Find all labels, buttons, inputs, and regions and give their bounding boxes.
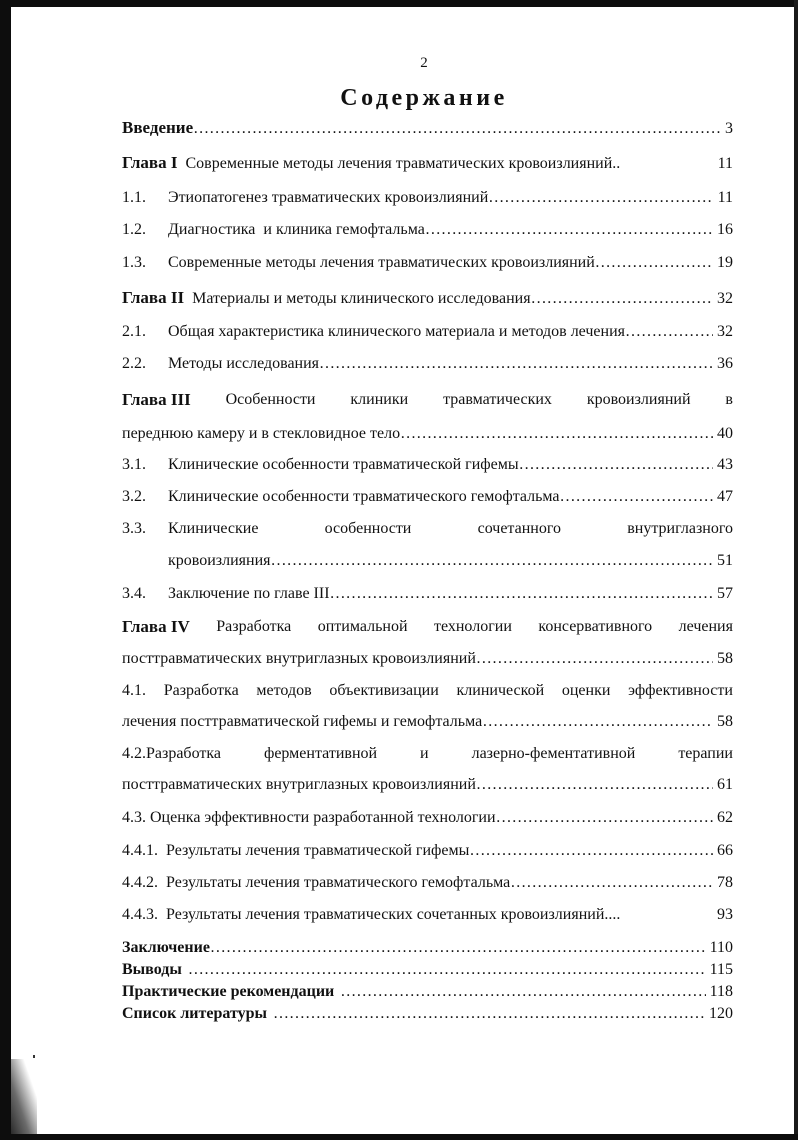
item-title-word: эффективности bbox=[628, 682, 733, 699]
toc-item-4-1-cont[interactable] bbox=[122, 712, 733, 732]
chapter-title-word: в bbox=[725, 391, 733, 408]
toc-chapter-3-cont[interactable] bbox=[122, 424, 733, 444]
toc-page: 16 bbox=[717, 221, 733, 238]
item-title: Общая характеристика клинического материала и методов лечения bbox=[168, 323, 626, 340]
chapter-title-word: технологии bbox=[433, 618, 512, 635]
item-title-word: и bbox=[420, 745, 429, 762]
item-title-cont: кровоизлияния bbox=[168, 552, 271, 569]
toc-page: 58 bbox=[717, 650, 733, 667]
chapter-label: Глава II bbox=[122, 288, 185, 307]
toc-leader bbox=[271, 551, 714, 571]
item-title: Клинические особенности травматического гемофтальма bbox=[168, 488, 560, 505]
item-number: 1.3. bbox=[122, 254, 146, 271]
toc-page: 11 bbox=[717, 189, 733, 206]
item-title-word: лазерно-фементативной bbox=[471, 745, 636, 762]
toc-leader bbox=[595, 253, 713, 273]
toc-leader bbox=[267, 1004, 705, 1024]
toc-item-3-3-cont[interactable] bbox=[168, 551, 733, 571]
toc-page: 57 bbox=[717, 585, 733, 602]
item-number: 3.4. bbox=[122, 585, 146, 602]
toc-leader bbox=[400, 424, 713, 444]
toc-leader bbox=[334, 982, 705, 1002]
toc-leader bbox=[496, 808, 713, 828]
item-title-word: методов bbox=[256, 682, 312, 699]
toc-leader bbox=[476, 649, 713, 669]
toc-item-3-2[interactable] bbox=[122, 487, 733, 507]
page-number: 2 bbox=[420, 55, 428, 71]
chapter-title-word: клиники bbox=[350, 391, 409, 408]
item-title-word: оценки bbox=[561, 682, 611, 699]
toc-leader bbox=[531, 289, 713, 309]
item-title-word: сочетанного bbox=[477, 520, 562, 537]
chapter-title-word: оптимальной bbox=[317, 618, 408, 635]
chapter-title-cont: посттравматических внутриглазных кровоизлияний bbox=[122, 650, 476, 667]
item-title-cont: посттравматических внутриглазных кровоизлияний bbox=[122, 776, 476, 793]
item-title: Современные методы лечения травматических кровоизлияний bbox=[168, 254, 595, 271]
toc-item-4-2[interactable] bbox=[122, 744, 733, 764]
item-title-word: внутриглазного bbox=[627, 520, 733, 537]
item-title-cont: лечения посттравматической гифемы и гемофтальма bbox=[122, 713, 483, 730]
toc-page: 115 bbox=[709, 961, 733, 978]
toc-item-2-2[interactable] bbox=[122, 354, 733, 374]
toc-intro-label: Введение bbox=[122, 118, 194, 137]
toc-page: 40 bbox=[717, 425, 733, 442]
scan-border-bottom bbox=[0, 1134, 798, 1140]
item-title-word: терапии bbox=[678, 745, 733, 762]
toc-item-4-4-1[interactable] bbox=[122, 841, 733, 861]
item-title: Этиопатогенез травматических кровоизлияний bbox=[168, 189, 489, 206]
toc-leader bbox=[476, 775, 713, 795]
toc-leader bbox=[182, 960, 706, 980]
toc-leader bbox=[519, 455, 713, 475]
item-title-word: ферментативной bbox=[263, 745, 378, 762]
toc-page: 36 bbox=[717, 355, 733, 372]
item-title-word: 4.2.Разработка bbox=[122, 745, 221, 762]
toc-leader bbox=[210, 938, 706, 958]
item-title: Заключение по главе III bbox=[168, 585, 330, 602]
toc-label: Список литературы bbox=[122, 1005, 267, 1022]
item-number: 1.1. bbox=[122, 189, 146, 206]
item-title-word: особенности bbox=[324, 520, 412, 537]
toc-leader bbox=[510, 873, 713, 893]
toc-leader bbox=[319, 354, 713, 374]
item-number: 3.2. bbox=[122, 488, 146, 505]
toc-item-2-1[interactable] bbox=[122, 322, 733, 342]
toc-chapter-2[interactable] bbox=[122, 288, 733, 309]
chapter-title-word: консервативного bbox=[538, 618, 653, 635]
toc-page: 32 bbox=[717, 323, 733, 340]
toc-chapter-1[interactable] bbox=[122, 153, 733, 174]
toc-leader bbox=[625, 322, 713, 342]
toc-leader bbox=[469, 841, 713, 861]
chapter-title-word: Разработка bbox=[216, 618, 292, 635]
item-title-word: 4.1. bbox=[122, 682, 146, 699]
chapter-title-cont: переднюю камеру и в стекловидное тело bbox=[122, 425, 401, 442]
toc-item-4-4-3[interactable] bbox=[122, 905, 733, 925]
chapter-label: Глава III bbox=[122, 390, 191, 409]
item-title: 4.3. Оценка эффективности разработанной технологии bbox=[122, 809, 496, 826]
toc-page: 58 bbox=[717, 713, 733, 730]
toc-page: 19 bbox=[717, 254, 733, 271]
toc-label: Выводы bbox=[122, 961, 182, 978]
toc-page: 11 bbox=[717, 155, 733, 172]
scan-border-left bbox=[0, 0, 11, 1140]
toc-page: 51 bbox=[717, 552, 733, 569]
toc-entry-findings[interactable] bbox=[122, 960, 733, 980]
toc-item-4-3[interactable] bbox=[122, 808, 733, 828]
toc-entry-conclusion[interactable] bbox=[122, 938, 733, 958]
toc-item-1-3[interactable] bbox=[122, 253, 733, 273]
toc-leader bbox=[482, 712, 713, 732]
toc-chapter-4[interactable] bbox=[122, 617, 733, 637]
scan-shadow bbox=[11, 1059, 37, 1134]
toc-page: 93 bbox=[717, 906, 733, 923]
toc-label: Заключение bbox=[122, 939, 210, 956]
scan-border-right bbox=[794, 0, 798, 1140]
chapter-title: Современные методы лечения травматических кровоизлияний.. bbox=[185, 155, 621, 172]
chapter-label: Глава IV bbox=[122, 617, 190, 636]
toc-page: 66 bbox=[717, 842, 733, 859]
toc-item-4-2-cont[interactable] bbox=[122, 775, 733, 795]
toc-item-1-2[interactable] bbox=[122, 220, 733, 240]
item-title-word: Разработка bbox=[163, 682, 239, 699]
chapter-label: Глава I bbox=[122, 153, 178, 172]
chapter-title: Материалы и методы клинического исследования bbox=[192, 290, 531, 307]
toc-chapter-3[interactable] bbox=[122, 390, 733, 410]
item-number: 4.4.2. bbox=[122, 874, 158, 891]
toc-entry-intro[interactable] bbox=[122, 118, 733, 139]
toc-page: 62 bbox=[717, 809, 733, 826]
toc-leader bbox=[560, 487, 713, 507]
toc-page: 32 bbox=[717, 290, 733, 307]
item-title: Клинические особенности травматической гифемы bbox=[168, 456, 519, 473]
toc-leader bbox=[488, 188, 713, 208]
item-title: Результаты лечения травматического гемофтальма bbox=[166, 874, 511, 891]
toc-item-3-4[interactable] bbox=[122, 584, 733, 604]
toc-page: 47 bbox=[717, 488, 733, 505]
item-title: Методы исследования bbox=[168, 355, 320, 372]
toc-item-3-1[interactable] bbox=[122, 455, 733, 475]
item-title-word: объективизации bbox=[329, 682, 439, 699]
item-number: 1.2. bbox=[122, 221, 146, 238]
item-number: 4.4.3. bbox=[122, 906, 158, 923]
toc-page: 78 bbox=[717, 874, 733, 891]
toc-page: 120 bbox=[709, 1005, 733, 1022]
toc-item-4-4-2[interactable] bbox=[122, 873, 733, 893]
scan-border-top bbox=[0, 0, 798, 7]
toc-leader bbox=[193, 119, 721, 139]
toc-leader bbox=[330, 584, 713, 604]
toc-item-3-3[interactable] bbox=[122, 519, 733, 539]
toc-leader bbox=[425, 220, 713, 240]
toc-item-4-1[interactable] bbox=[122, 681, 733, 701]
item-number: 3.1. bbox=[122, 456, 146, 473]
chapter-title-word: кровоизлияний bbox=[586, 391, 691, 408]
item-number: 3.3. bbox=[122, 520, 146, 537]
chapter-title-word: лечения bbox=[678, 618, 733, 635]
toc-chapter-4-cont[interactable] bbox=[122, 649, 733, 669]
toc-page: 110 bbox=[709, 939, 733, 956]
item-number: 2.2. bbox=[122, 355, 146, 372]
toc-item-1-1[interactable] bbox=[122, 188, 733, 208]
toc-page: 3 bbox=[725, 120, 733, 137]
toc-label: Практические рекомендации bbox=[122, 983, 335, 1000]
item-title-word: клинической bbox=[456, 682, 545, 699]
item-number: 4.4.1. bbox=[122, 842, 158, 859]
toc-page: 43 bbox=[717, 456, 733, 473]
item-title: Результаты лечения травматической гифемы bbox=[166, 842, 470, 859]
chapter-title-word: травматических bbox=[443, 391, 552, 408]
toc-entry-references[interactable] bbox=[122, 1004, 733, 1024]
item-title: Диагностика и клиника гемофтальма bbox=[168, 221, 425, 238]
item-title-word: Клинические bbox=[168, 520, 259, 537]
toc-page: 118 bbox=[709, 983, 733, 1000]
item-number: 2.1. bbox=[122, 323, 146, 340]
toc-page: 61 bbox=[717, 776, 733, 793]
item-title: Результаты лечения травматических сочетанных кровоизлияний.... bbox=[166, 906, 621, 923]
toc-entry-recommendations[interactable] bbox=[122, 982, 733, 1002]
chapter-title-word: Особенности bbox=[225, 391, 316, 408]
scan-speck bbox=[33, 1055, 35, 1058]
page-title: Содержание bbox=[340, 85, 508, 111]
